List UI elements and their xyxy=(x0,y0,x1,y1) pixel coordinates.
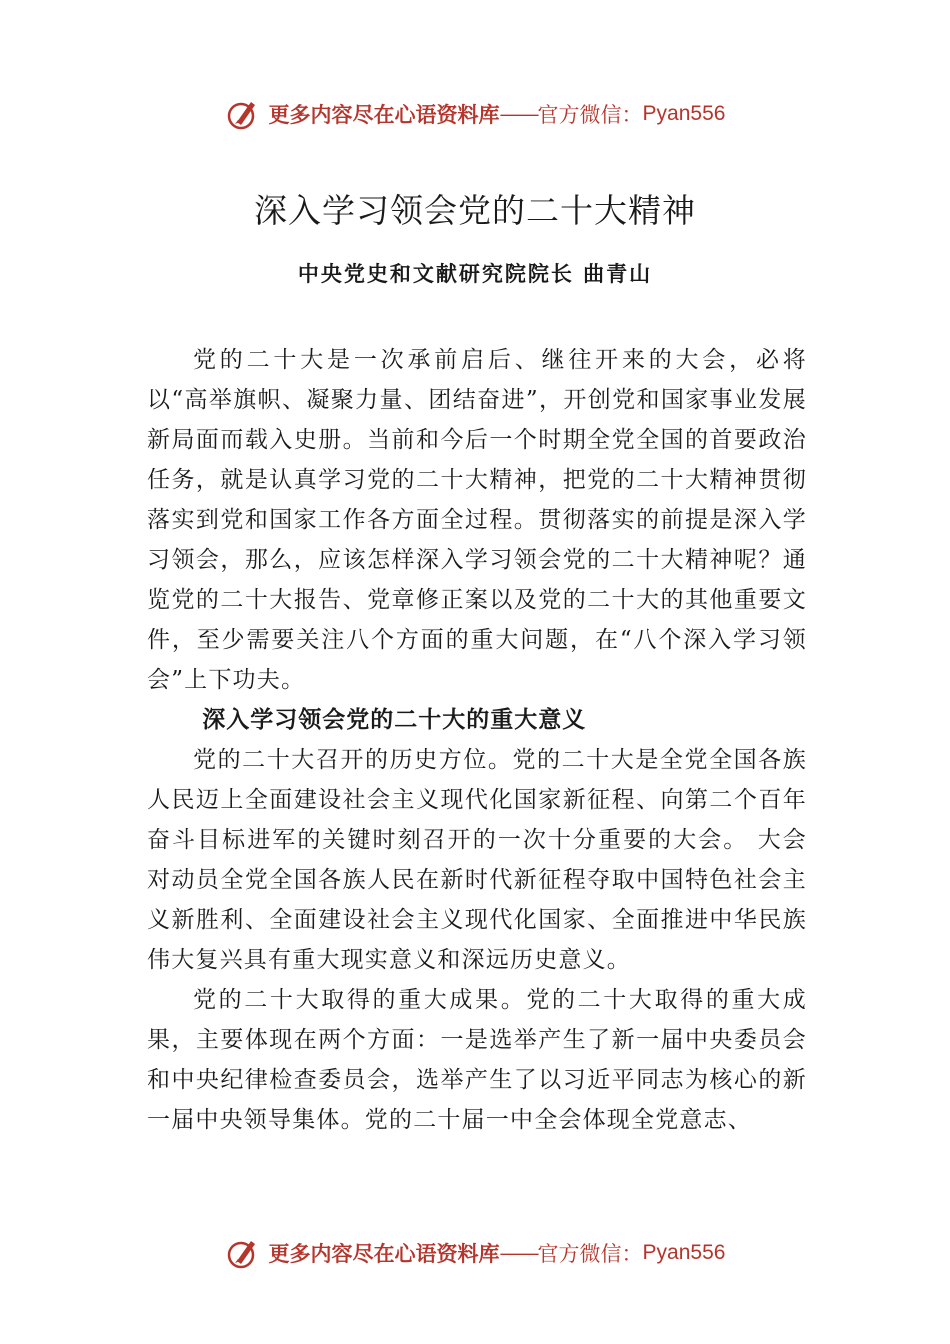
banner-brand-text: 更多内容尽在心语资料库 xyxy=(268,1241,500,1266)
article-body xyxy=(147,340,807,1140)
section-heading: 深入学习领会党的二十大的重大意义 xyxy=(202,706,587,733)
header-watermark-banner xyxy=(0,92,950,136)
pen-nib-logo-icon xyxy=(225,96,261,132)
banner-dash: —— xyxy=(499,102,538,126)
banner-wechat-label: 官方微信： xyxy=(537,103,643,127)
section-paragraph-2: 党的二十大取得的重大成果。党的二十大取得的重大成果，主要体现在两个方面：一是选举产生了新一届中央委员会和中央纪律检查委员会，选举产生了以习近平同志为核心的新一届中央领导集体。党的二十届一中全会体现全党意志、 xyxy=(147,987,807,1133)
article-author-line: 中央党史和文献研究院院长 曲青山 xyxy=(297,261,653,286)
banner-dash: —— xyxy=(499,1241,538,1265)
section-paragraph-1: 党的二十大召开的历史方位。党的二十大是全党全国各族人民迈上全面建设社会主义现代化国家新征程、向第二个百年奋斗目标进军的关键时刻召开的一次十分重要的大会。 大会对动员全党全国各族人民在新时代新征程夺取中国特色社会主义新胜利、全面建设社会主义现代化国家、全面推进中华民族伟大复兴具有重大现实意义和深远历史意义。 xyxy=(147,747,807,973)
pen-nib-logo-icon xyxy=(225,1235,261,1271)
banner-wechat-id: Pyan556 xyxy=(642,1241,726,1264)
banner-brand-text: 更多内容尽在心语资料库 xyxy=(268,102,500,127)
intro-paragraph: 党的二十大是一次承前启后、继往开来的大会，必将以“高举旗帜、凝聚力量、团结奋进”，开创党和国家事业发展新局面而载入史册。当前和今后一个时期全党全国的首要政治任务，就是认真学习党的二十大精神，把党的二十大精神贯彻落实到党和国家工作各方面全过程。贯彻落实的前提是深入学习领会，那么，应该怎样深入学习领会党的二十大精神呢？通览党的二十大报告、党章修正案以及党的二十大的其他重要文件，至少需要关注八个方面的重大问题，在“八个深入学习领会”上下功夫。 xyxy=(147,347,807,693)
banner-wechat-label: 官方微信： xyxy=(537,1242,643,1266)
article-title: 深入学习领会党的二十大精神 xyxy=(254,191,696,230)
footer-watermark-banner xyxy=(0,1231,950,1275)
banner-wechat-id: Pyan556 xyxy=(642,102,726,125)
